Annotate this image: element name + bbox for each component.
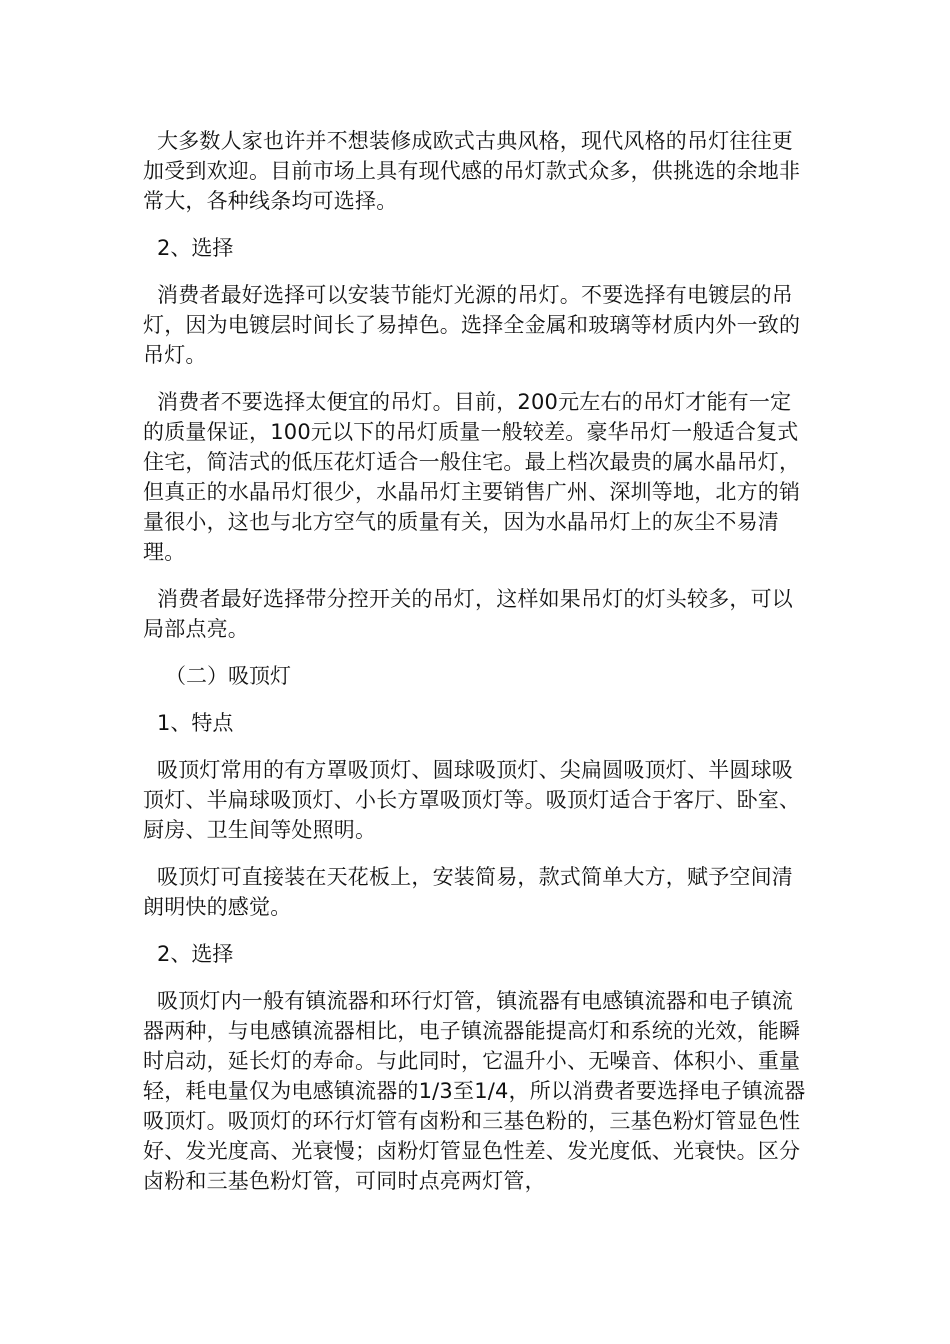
heading-features: 1、特点 — [157, 711, 234, 735]
paragraph-ballast-selection: 吸顶灯内一般有镇流器和环行灯管，镇流器有电感镇流器和电子镇流器两种，与电感镇流器相比，电子镇流器能提高灯和系统的光效，能瞬时启动，延长灯的寿命。与此同时，它温升小、无噪音、体积小、重量轻，耗电量仅为电感镇流器的1/3至1/4，所以消费者要选择电子镇流器吸顶灯。吸顶灯的环行灯管有卤粉和三基色粉的，三基色粉灯管显色性好、发光度高、光衰慢；卤粉灯管显色性差、发光度低、光衰快。区分卤粉和三基色粉灯管，可同时点亮两灯管， — [143, 989, 806, 1193]
heading-ceiling-lamp: （二）吸顶灯 — [165, 664, 291, 688]
paragraph-ceiling-install: 吸顶灯可直接装在天花板上，安装简易，款式简单大方，赋予空间清朗明快的感觉。 — [143, 865, 793, 919]
heading-selection-pendant: 2、选择 — [157, 236, 234, 260]
paragraph-split-switch: 消费者最好选择带分控开关的吊灯，这样如果吊灯的灯头较多，可以局部点亮。 — [143, 587, 793, 641]
paragraph-energy-saving-pendant: 消费者最好选择可以安装节能灯光源的吊灯。不要选择有电镀层的吊灯，因为电镀层时间长了易掉色。选择全金属和玻璃等材质内外一致的吊灯。 — [143, 283, 801, 367]
heading-selection-ceiling: 2、选择 — [157, 942, 234, 966]
document-page — [143, 126, 809, 1213]
paragraph-price-quality: 消费者不要选择太便宜的吊灯。目前，200元左右的吊灯才能有一定的质量保证，100元以下的吊灯质量一般较差。豪华吊灯一般适合复式住宅，简洁式的低压花灯适合一般住宅。最上档次最贵的属水晶吊灯，但真正的水晶吊灯很少，水晶吊灯主要销售广州、深圳等地，北方的销量很小，这也与北方空气的质量有关，因为水晶吊灯上的灰尘不易清理。 — [143, 390, 801, 564]
paragraph-ceiling-lamp-types: 吸顶灯常用的有方罩吸顶灯、圆球吸顶灯、尖扁圆吸顶灯、半圆球吸顶灯、半扁球吸顶灯、小长方罩吸顶灯等。吸顶灯适合于客厅、卧室、厨房、卫生间等处照明。 — [143, 758, 801, 842]
paragraph-modern-pendant-intro: 大多数人家也许并不想装修成欧式古典风格，现代风格的吊灯往往更加受到欢迎。目前市场上具有现代感的吊灯款式众多，供挑选的余地非常大，各种线条均可选择。 — [143, 129, 801, 213]
